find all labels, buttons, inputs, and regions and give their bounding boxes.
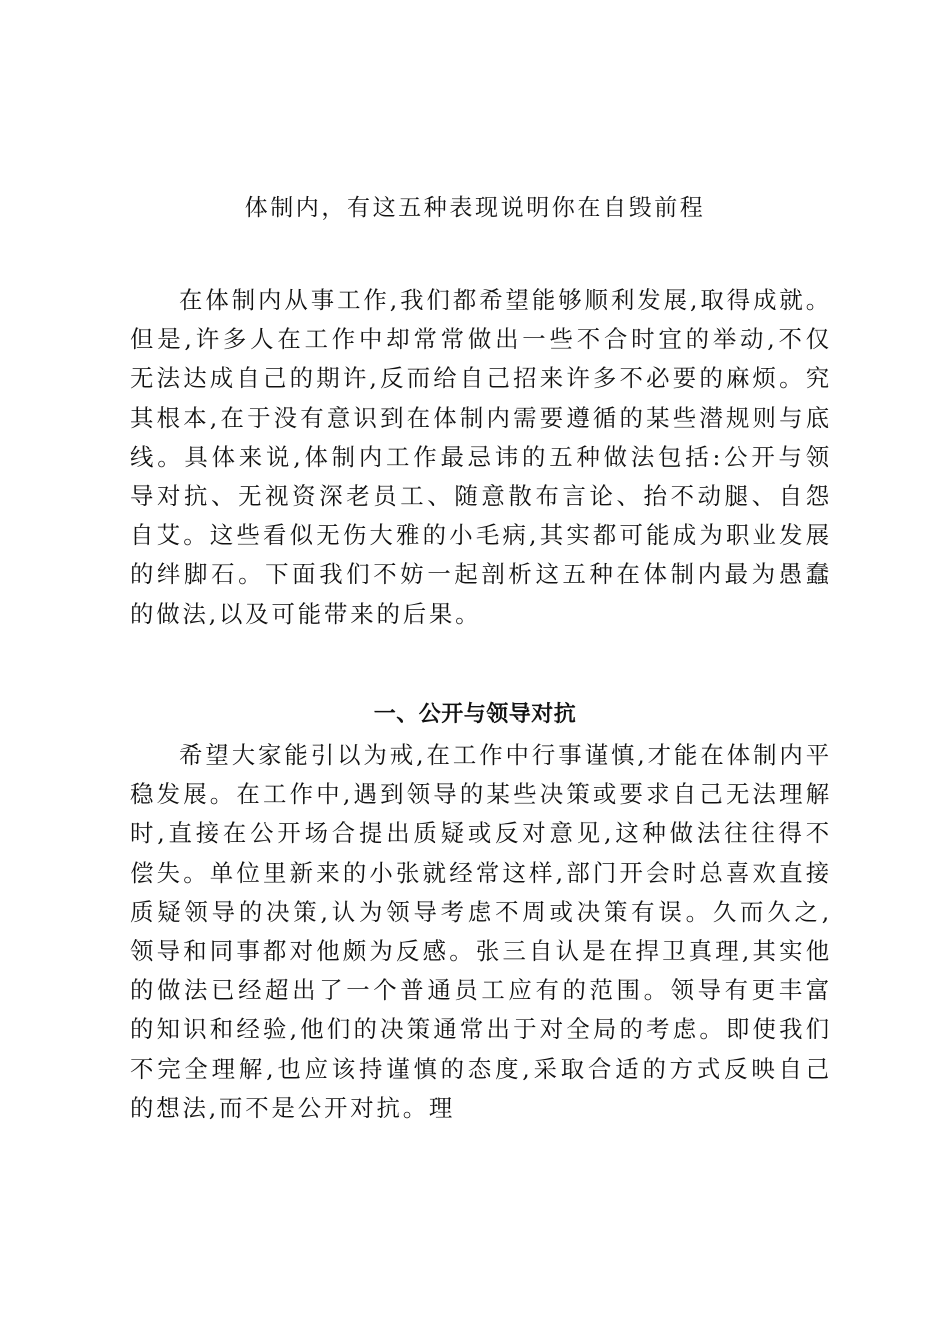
section-heading-1: 一、公开与领导对抗 [373,701,577,727]
section-1-paragraph: 希望大家能引以为戒,在工作中行事谨慎,才能在体制内平稳发展。在工作中,遇到领导的某些决策或要求自己无法理解时,直接在公开场合提出质疑或反对意见,这种做法往往得不偿失。单位里新来的小张就经常这样,部门开会时总喜欢直接质疑领导的决策,认为领导考虑不周或决策有误。久而久之,领导和同事都对他颇为反感。张三自认是在捍卫真理,其实他的做法已经超出了一个普通员工应有的范围。领导有更丰富的知识和经验,他们的决策通常出于对全局的考虑。即使我们不完全理解,也应该持谨慎的态度,采取合适的方式反映自己的想法,而不是公开对抗。理 [130,741,832,1122]
section-1-body [130,736,832,1128]
intro-paragraph: 在体制内从事工作,我们都希望能够顺利发展,取得成就。但是,许多人在工作中却常常做出一些不合时宜的举动,不仅无法达成自己的期许,反而给自己招来许多不必要的麻烦。究其根本,在于没有意识到在体制内需要遵循的某些潜规则与底线。具体来说,体制内工作最忌讳的五种做法包括:公开与领导对抗、无视资深老员工、随意散布言论、抬不动腿、自怨自艾。这些看似无伤大雅的小毛病,其实都可能成为职业发展的绊脚石。下面我们不妨一起剖析这五种在体制内最为愚蠢的做法,以及可能带来的后果。 [130,286,832,628]
intro-section [130,281,832,634]
document-title: 体制内，有这五种表现说明你在自毁前程 [244,195,706,221]
